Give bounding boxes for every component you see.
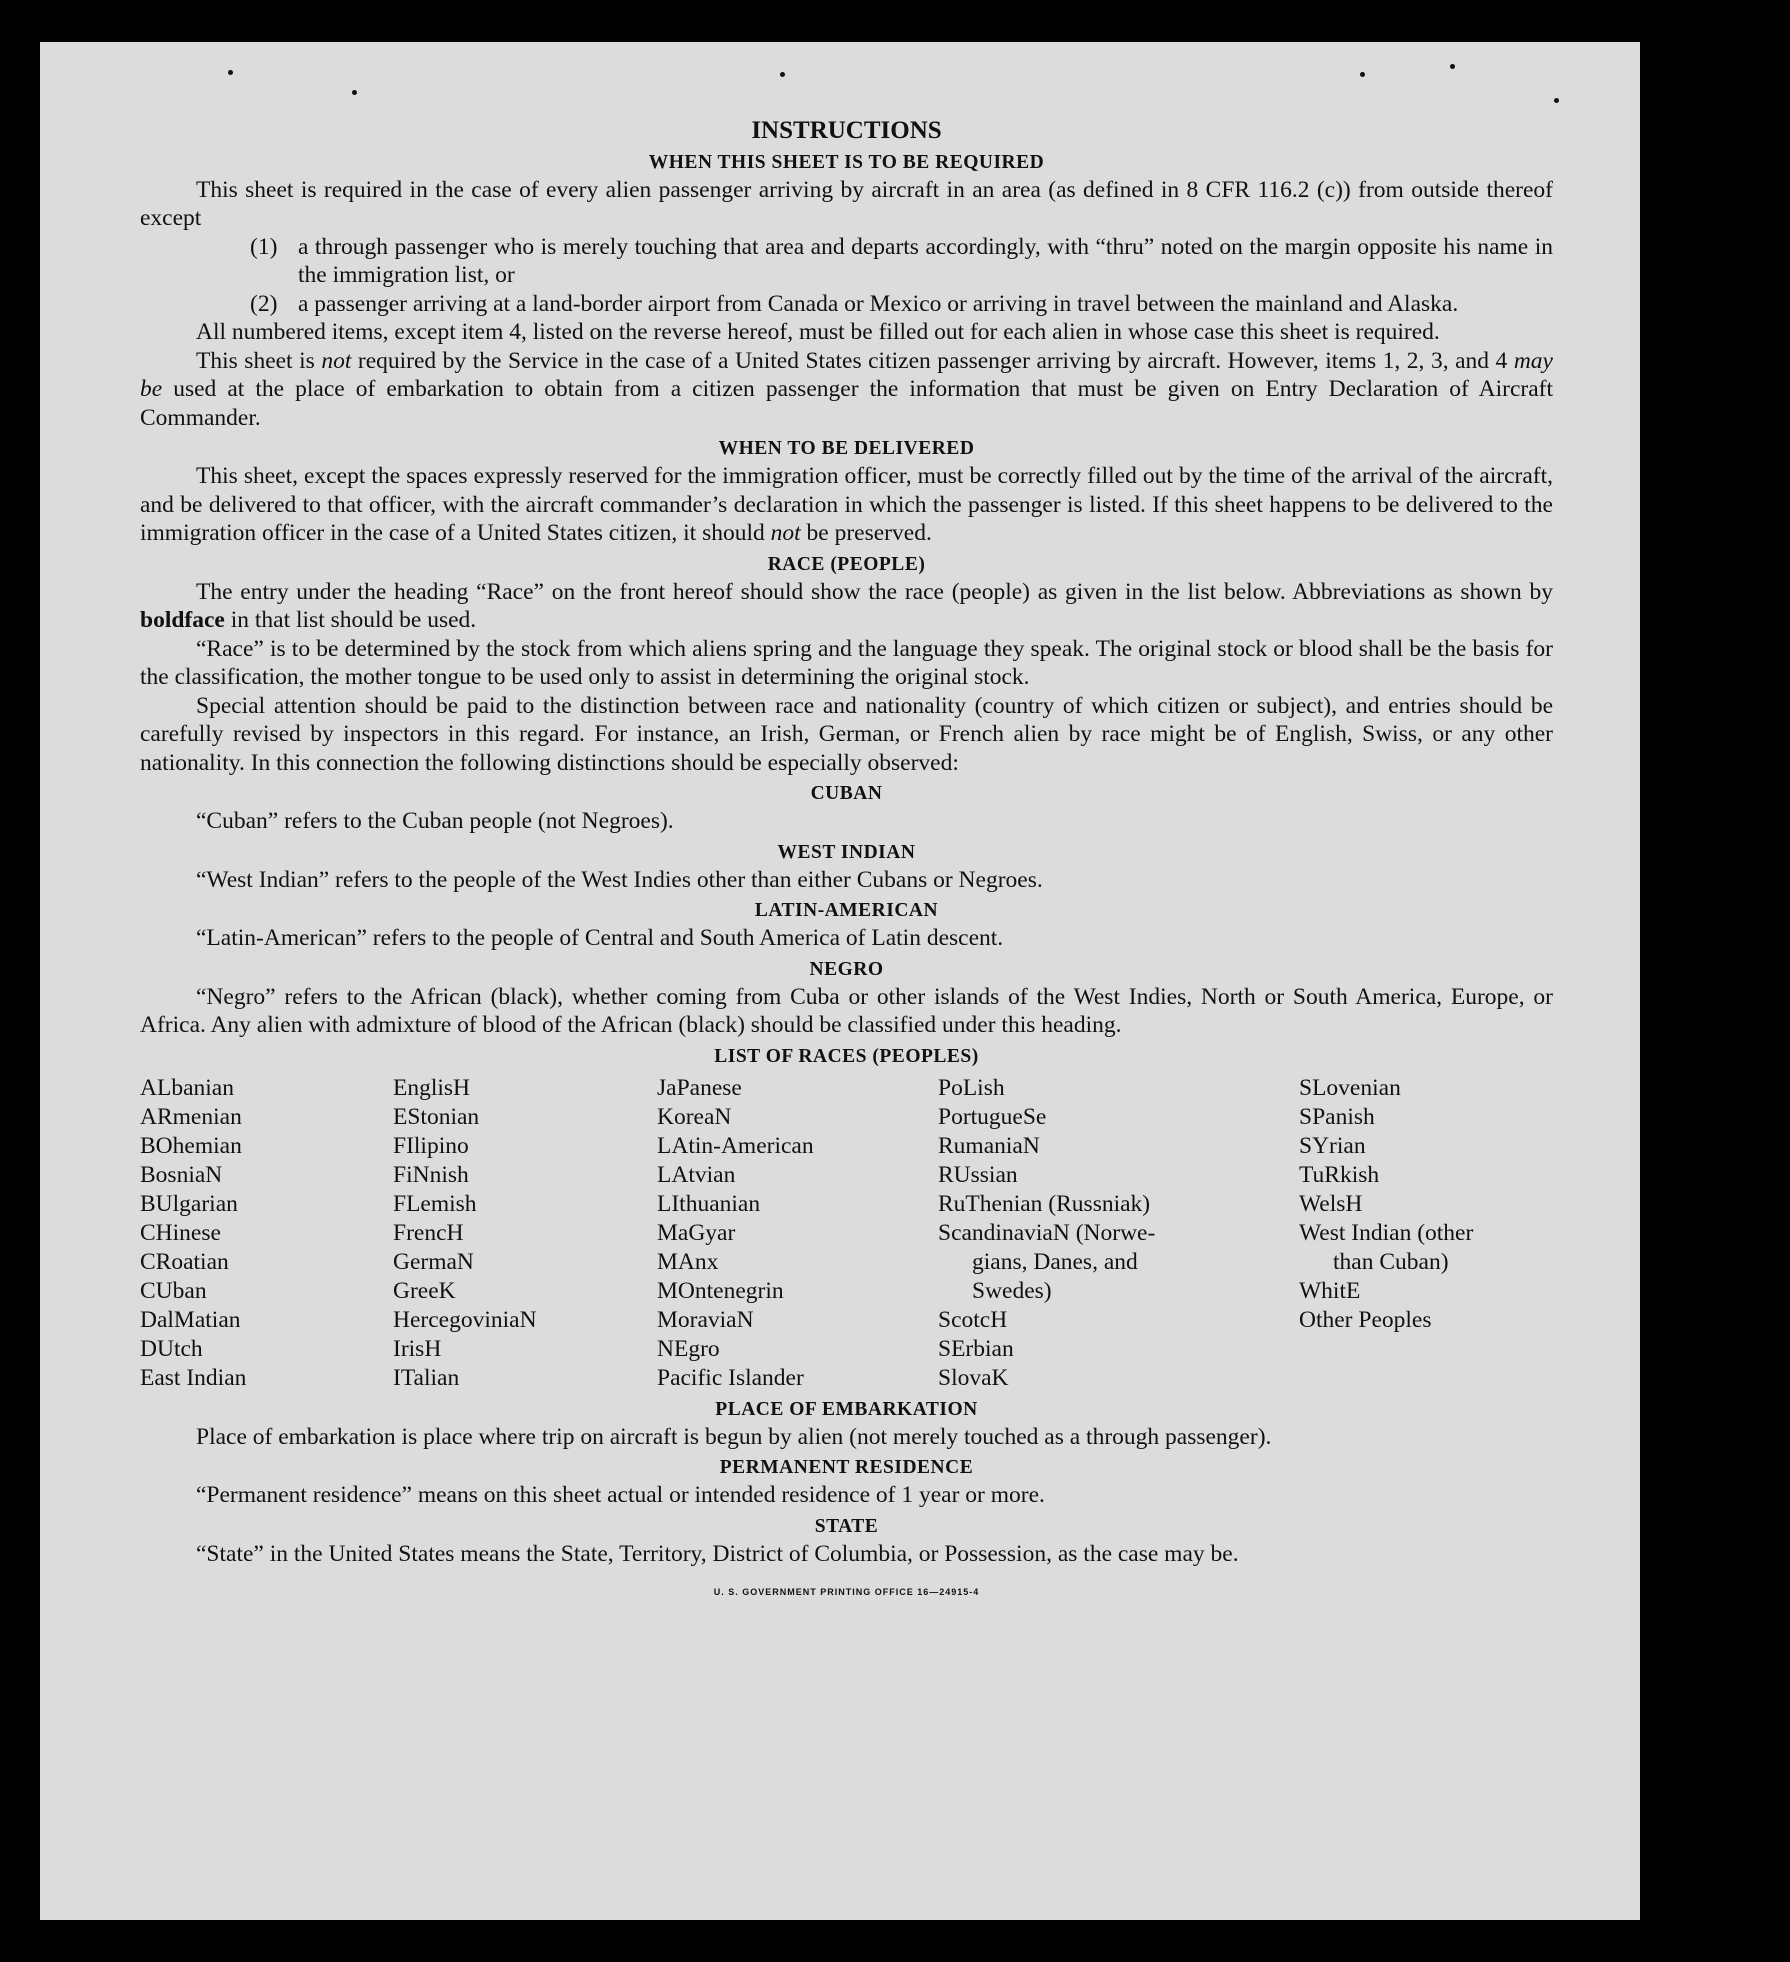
section-heading: PLACE OF EMBARKATION	[715, 1398, 978, 1420]
race-entry: NEgro	[657, 1335, 720, 1362]
paragraph: “Negro” refers to the African (black), whether coming from Cuba or other islands of the West Indies, North or South America, Europe, or Africa. Any alien with admixture of blood of the African (black) should be classified under this heading.	[140, 983, 1553, 1038]
race-entry: GermaN	[393, 1248, 474, 1275]
races-column	[393, 1074, 657, 1393]
race-entry: MOntenegrin	[657, 1277, 784, 1304]
race-entry: LIthuanian	[657, 1190, 761, 1217]
paragraph: Place of embarkation is place where trip on aircraft is begun by alien (not merely touched as a through passenger).	[196, 1423, 1272, 1450]
race-entry: ITalian	[393, 1364, 460, 1391]
paragraph: This sheet is required in the case of every alien passenger arriving by aircraft in an area (as defined in 8 CFR 116.2 (c)) from outside thereof except	[140, 176, 1553, 231]
race-entry: East Indian	[140, 1364, 247, 1391]
race-entry: FiNnish	[393, 1161, 469, 1188]
race-entry: SErbian	[938, 1335, 1014, 1362]
paragraph: This sheet, except the spaces expressly reserved for the immigration officer, must be correctly filled out by the time of the arrival of the aircraft, and be delivered to that officer, with the aircraft commander’s declaration in which the passenger is listed. If this sheet happens to be delivered to the immigration officer in the case of a United States citizen, it should not be preserved.	[140, 463, 1553, 546]
list-item	[250, 233, 1553, 290]
race-entry: ARmenian	[140, 1103, 242, 1130]
race-entry-continuation: than Cuban)	[1333, 1248, 1449, 1275]
paragraph: “Cuban” refers to the Cuban people (not Negroes).	[196, 808, 674, 834]
paragraph: Special attention should be paid to the distinction between race and nationality (country of which citizen or subject), and entries should be carefully revised by inspectors in this regard. For instance, an Irish, German, or French alien by race might be of English, Swiss, or any other nationality. In this connection the following distinctions should be especially observed:	[140, 692, 1553, 776]
scan-speck	[1554, 98, 1559, 103]
item-number: (2)	[250, 290, 278, 317]
race-entry: RumaniaN	[938, 1132, 1040, 1159]
race-entry: CHinese	[140, 1219, 221, 1246]
paragraph: “Race” is to be determined by the stock from which aliens spring and the language they speak. The original stock or blood shall be the basis for the classification, the mother tongue to be used only to assist in determining the original stock.	[140, 635, 1553, 690]
race-entry: WhitE	[1299, 1277, 1361, 1304]
item-text: a through passenger who is merely touching that area and departs accordingly, with “thru” noted on the margin opposite his name in the immigration list, or	[298, 233, 1553, 288]
race-entry: ScotcH	[938, 1306, 1008, 1333]
race-entry: West Indian (other	[1299, 1219, 1474, 1246]
section-heading: LATIN-AMERICAN	[754, 900, 939, 921]
race-entry: SPanish	[1299, 1103, 1375, 1130]
race-entry: JaPanese	[657, 1074, 742, 1101]
page-title: INSTRUCTIONS	[751, 117, 942, 144]
races-column	[938, 1074, 1299, 1393]
item-number: (1)	[250, 233, 278, 260]
race-entry: ALbanian	[140, 1074, 234, 1101]
instructions-content	[140, 117, 1553, 1607]
race-entry: EnglisH	[393, 1074, 471, 1101]
races-column	[140, 1074, 393, 1393]
race-entry-continuation: gians, Danes, and	[972, 1248, 1138, 1275]
race-entry: TuRkish	[1299, 1161, 1380, 1188]
race-entry: MAnx	[657, 1248, 719, 1275]
section-heading: CUBAN	[810, 783, 883, 804]
race-entry: CRoatian	[140, 1248, 229, 1275]
scan-speck	[1450, 64, 1455, 69]
race-entry: IrisH	[393, 1335, 442, 1362]
scan-speck	[1360, 72, 1365, 77]
race-entry: LAtvian	[657, 1161, 736, 1188]
race-entry: BosniaN	[140, 1161, 223, 1188]
race-entry: FLemish	[393, 1190, 477, 1217]
scan-speck	[780, 72, 785, 77]
race-entry: BOhemian	[140, 1132, 242, 1159]
race-entry: SLovenian	[1299, 1074, 1401, 1101]
race-entry: SlovaK	[938, 1364, 1009, 1391]
race-entry: LAtin-American	[657, 1132, 814, 1159]
scan-speck	[352, 90, 357, 95]
list-item	[250, 290, 1553, 319]
race-entry: KoreaN	[657, 1103, 732, 1130]
printer-imprint: U. S. GOVERNMENT PRINTING OFFICE 16—24915-4	[713, 1587, 980, 1597]
races-column	[657, 1074, 938, 1393]
paragraph: “Permanent residence” means on this sheet actual or intended residence of 1 year or more.	[196, 1482, 1045, 1508]
race-entry-continuation: Swedes)	[972, 1277, 1052, 1304]
scan-speck	[228, 70, 233, 75]
paragraph: “Latin-American” refers to the people of Central and South America of Latin descent.	[196, 925, 1004, 951]
race-entry: CUban	[140, 1277, 207, 1304]
race-entry: GreeK	[393, 1277, 456, 1304]
race-entry: DUtch	[140, 1335, 203, 1362]
race-entry: FIlipino	[393, 1132, 469, 1159]
race-entry: DalMatian	[140, 1306, 241, 1333]
races-list	[140, 1074, 1553, 1393]
race-entry: BUlgarian	[140, 1190, 238, 1217]
paragraph: This sheet is not required by the Service in the case of a United States citizen passenger arriving by aircraft. However, items 1, 2, 3, and 4 may be used at the place of embarkation to obtain from a citizen passenger the information that must be given on Entry Declaration of Aircraft Commander.	[140, 347, 1553, 431]
section-heading: LIST OF RACES (PEOPLES)	[714, 1045, 979, 1067]
paragraph: “West Indian” refers to the people of the West Indies other than either Cubans or Negroes.	[196, 866, 1043, 893]
section-heading: STATE	[814, 1515, 879, 1537]
section-heading: WEST INDIAN	[777, 841, 916, 863]
race-entry: HercegoviniaN	[393, 1306, 537, 1333]
race-entry: FrencH	[393, 1219, 464, 1246]
section-heading: NEGRO	[809, 958, 884, 980]
item-text: a passenger arriving at a land-border airport from Canada or Mexico or arriving in travel between the mainland and Alaska.	[298, 290, 1459, 317]
section-heading: PERMANENT RESIDENCE	[719, 1457, 974, 1478]
race-entry: WelsH	[1299, 1190, 1363, 1217]
races-column	[1299, 1074, 1553, 1393]
race-entry: PoLish	[938, 1074, 1005, 1101]
race-entry: EStonian	[393, 1103, 480, 1130]
section-heading: WHEN THIS SHEET IS TO BE REQUIRED	[648, 151, 1045, 173]
section-heading: WHEN TO BE DELIVERED	[718, 438, 975, 459]
race-entry: SYrian	[1299, 1132, 1366, 1159]
section-heading: RACE (PEOPLE)	[767, 553, 926, 575]
race-entry: Pacific Islander	[657, 1364, 804, 1391]
paragraph: All numbered items, except item 4, listed on the reverse hereof, must be filled out for each alien in whose case this sheet is required.	[196, 319, 1440, 345]
race-entry: MaGyar	[657, 1219, 736, 1246]
race-entry: ScandinaviaN (Norwe-	[938, 1219, 1156, 1246]
race-entry: RUssian	[938, 1161, 1018, 1188]
paragraph: The entry under the heading “Race” on the front hereof should show the race (people) as given in the list below. Abbreviations as shown by boldface in that list should be used.	[140, 578, 1553, 633]
race-entry: PortugueSe	[938, 1103, 1047, 1130]
paragraph: “State” in the United States means the State, Territory, District of Columbia, or Possession, as the case may be.	[196, 1540, 1239, 1567]
race-entry: MoraviaN	[657, 1306, 754, 1333]
race-entry: Other Peoples	[1299, 1306, 1432, 1333]
race-entry: RuThenian (Russniak)	[938, 1190, 1151, 1217]
document-sheet	[40, 42, 1640, 1920]
